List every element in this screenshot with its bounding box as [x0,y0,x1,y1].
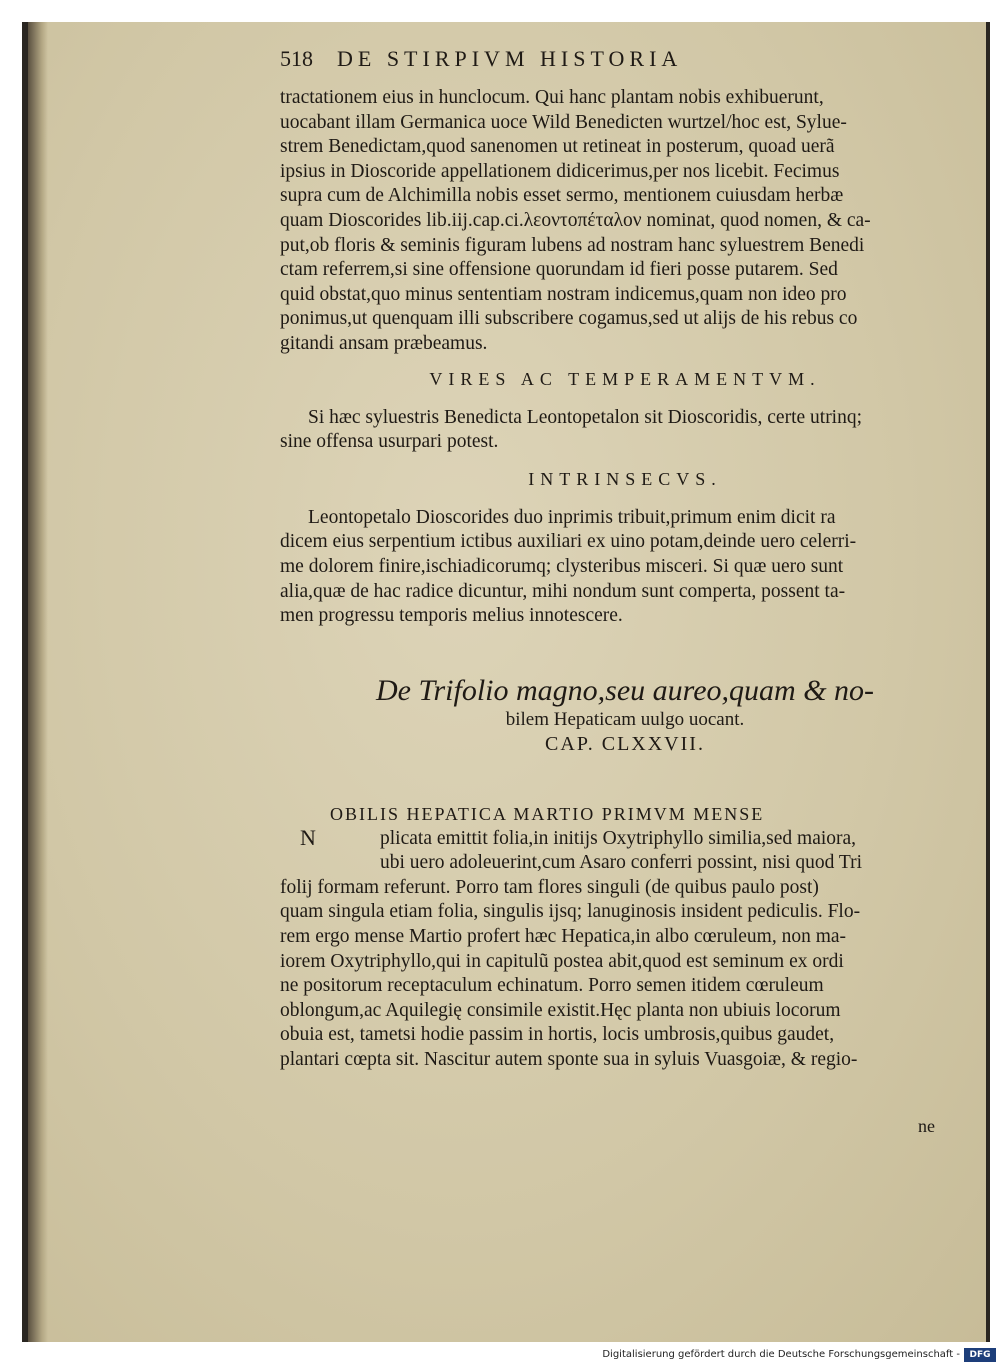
page-number: 518 [280,46,313,71]
text-line: strem Benedictam,quod sanenomen ut retineat in posterum, quoad uerã [280,136,835,158]
text-line: iorem Oxytriphyllo,qui in capitulũ postea abit,quod est seminum ex ordi [280,950,844,972]
section-heading-intrinsecus: INTRINSECVS. [528,468,722,489]
text-line: gitandi ansam præbeamus. [280,332,488,354]
text-line: put,ob floris & seminis figuram lubens ad nostram hanc syluestrem Benedi [280,234,865,256]
text-line: supra cum de Alchimilla nobis esset sermo, mentionem cuiusdam herbæ [280,185,844,207]
chapter-title-line: De Trifolio magno,seu aureo,quam & no- [375,673,875,707]
text-line: quam singula etiam folia, singulis ijsq; lanuginosis insident pediculis. Flo- [280,901,861,923]
text-line: quam Dioscorides lib.iij.cap.ci.λεοντοπέταλον nominat, quod nomen, & ca- [280,209,871,231]
text-line: ctam referrem,si sine offensione quorundam id fieri posse putarem. Sed [280,259,838,281]
drop-capital: N [300,824,316,850]
chapter-title-line: bilem Hepaticam uulgo uocant. [505,708,745,730]
text-line: oblongum,ac Aquilegię consimile existit.Hęc planta non ubiuis locorum [280,999,841,1021]
text-line: plantari cœpta sit. Nascitur autem sponte sua in syluis Vuasgoiæ, & regio- [280,1049,858,1071]
text-line: tractationem eius in hunclocum. Qui hanc plantam nobis exhibuerunt, [280,87,824,108]
text-line: men progressu temporis melius innotescere. [280,605,623,627]
page-gutter [28,22,48,1342]
text-line: obuia est, tametsi hodie passim in hortis, locis umbrosis,quibus gaudet, [280,1024,835,1046]
text-line: ponimus,ut quenquam illi subscribere cogamus,sed ut alijs de his rebus co [280,308,858,330]
chapter-title [280,673,970,757]
intro-paragraph [280,86,970,357]
text-line: ubi uero adoleuerint,cum Asaro conferri possint, nisi quod Tri [380,852,863,874]
text-line: Si hæc syluestris Benedicta Leontopetalon sit Dioscoridis, certe utrinq; [308,406,863,428]
intrinsecus-paragraph [280,506,970,629]
text-line: ipsius in Dioscoride appellationem didicerimus,per nos licebit. Fecimus [280,160,840,182]
text-line: dicem eius serpentium ictibus auxiliari ex uino potam,deinde uero celerri- [280,531,857,553]
text-line: alia,quæ de hac radice dicuntur, mihi nondum sunt comperta, possent ta- [280,580,846,602]
running-title: DE STIRPIVM HISTORIA [337,46,683,71]
text-line: rem ergo mense Martio profert hæc Hepatica,in albo cœruleum, non ma- [280,926,847,948]
footer-bar [0,1344,1000,1368]
text-line: quid obstat,quo minus sententiam nostram indicemus,quam non ideo pro [280,283,847,305]
text-line: uocabant illam Germanica uoce Wild Benedicten wurtzel/hoc est, Sylue- [280,111,847,133]
text-line: folij formam referunt. Porro tam flores singuli (de quibus paulo post) [280,876,819,898]
chapter-number: CAP. CLXXVII. [545,732,705,755]
chapter-body-lines [280,824,970,1073]
text-line: me dolorem finire,ischiadicorumq; clysteribus misceri. Si quæ uero sunt [280,555,844,577]
text-block [280,46,970,1073]
chapter-body [280,824,970,1073]
chapter-opening-caps: OBILIS HEPATICA MARTIO PRIMVM MENSE [330,803,765,824]
text-line: Leontopetalo Dioscorides duo inprimis tribuit,primum enim dicit ra [308,506,836,528]
text-line: sine offensa usurpari potest. [280,431,499,453]
running-head [280,46,970,86]
vires-paragraph [280,406,970,455]
funding-credit: Digitalisierung gefördert durch die Deutsche Forschungsgemeinschaft - [602,1349,960,1360]
catchword: ne [918,1116,935,1136]
dfg-logo-icon[interactable]: DFG [964,1348,996,1362]
section-heading-vires: VIRES AC TEMPERAMENTVM. [429,368,821,389]
text-line: ne positorum receptaculum echinatum. Porro semen itidem cœruleum [280,975,824,997]
text-line: plicata emittit folia,in initijs Oxytriphyllo similia,sed maiora, [380,827,857,849]
